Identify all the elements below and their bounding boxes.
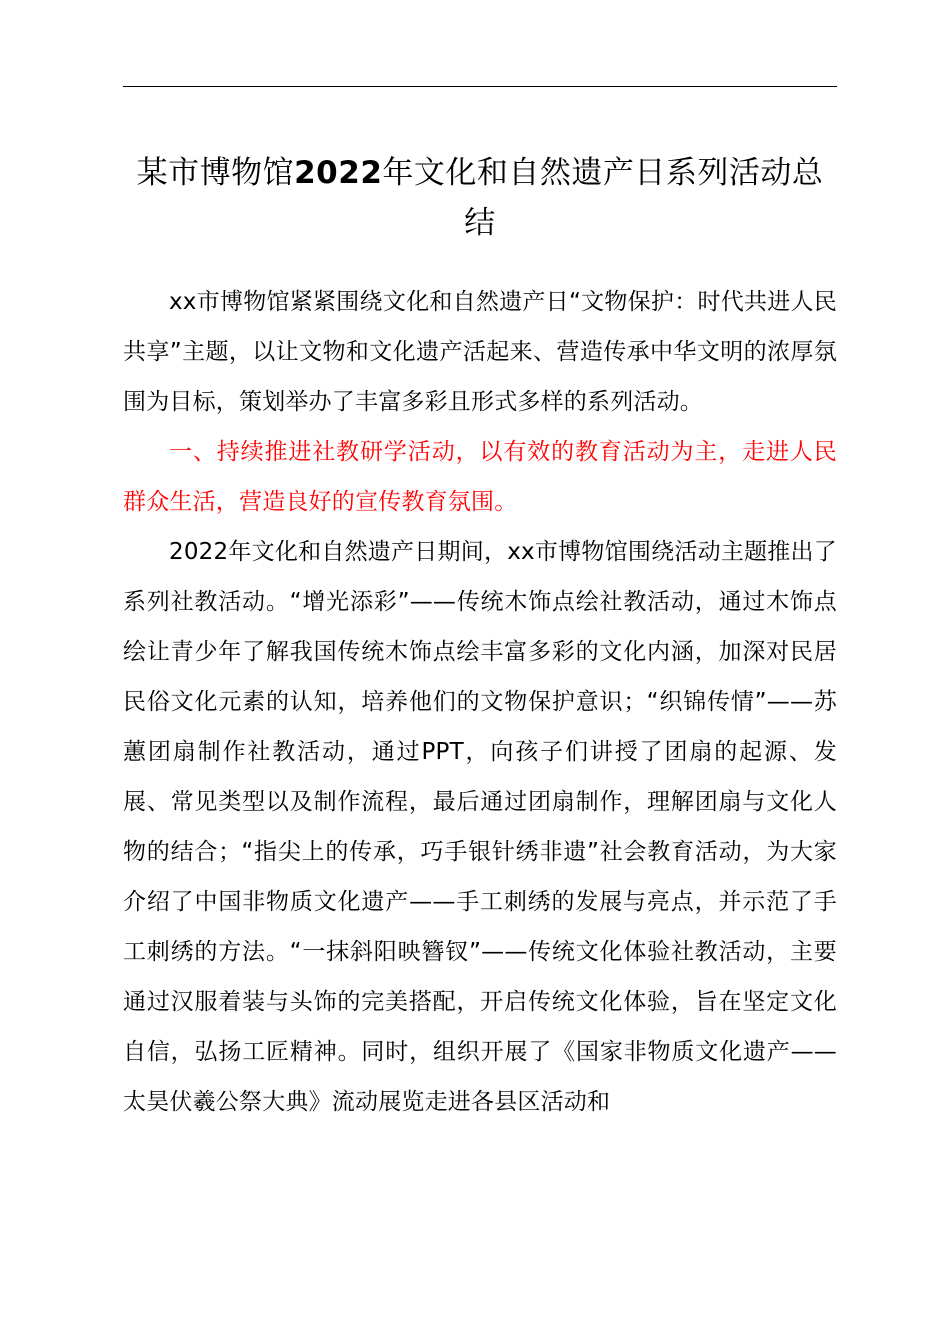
document-page	[123, 148, 837, 1127]
title-year: 2022	[294, 155, 383, 191]
section1-body: 2022年文化和自然遗产日期间，xx市博物馆围绕活动主题推出了系列社教活动。“增光添彩”——传统木饰点绘社教活动，通过木饰点绘让青少年了解我国传统木饰点绘丰富多彩的文化内涵，加深对民居民俗文化元素的认知，培养他们的文物保护意识；“织锦传情”——苏蕙团扇制作社教活动，通过PPT，向孩子们讲授了团扇的起源、发展、常见类型以及制作流程，最后通过团扇制作，理解团扇与文化人物的结合；“指尖上的传承，巧手银针绣非遗”社会教育活动，为大家介绍了中国非物质文化遗产——手工刺绣的发展与亮点，并示范了手工刺绣的方法。“一抹斜阳映簪钗”——传统文化体验社教活动，主要通过汉服着装与头饰的完美搭配，开启传统文化体验，旨在坚定文化自信，弘扬工匠精神。同时，组织开展了《国家非物质文化遗产——太昊伏羲公祭大典》流动展览走进各县区活动和	[123, 539, 837, 1115]
intro-paragraph: xx市博物馆紧紧围绕文化和自然遗产日“文物保护：时代共进人民共享”主题，以让文物和文化遗产活起来、营造传承中华文明的浓厚氛围为目标，策划举办了丰富多彩且形式多样的系列活动。	[123, 289, 837, 415]
document-title	[123, 148, 837, 248]
section1-heading: 一、持续推进社教研学活动，以有效的教育活动为主，走进人民群众生活，营造良好的宣传教育氛围。	[123, 439, 837, 515]
title-text-part2: 年文化和自然遗产日系列活动总结	[382, 155, 824, 241]
header-rule	[123, 86, 837, 87]
title-text-part1: 某市博物馆	[136, 155, 295, 191]
